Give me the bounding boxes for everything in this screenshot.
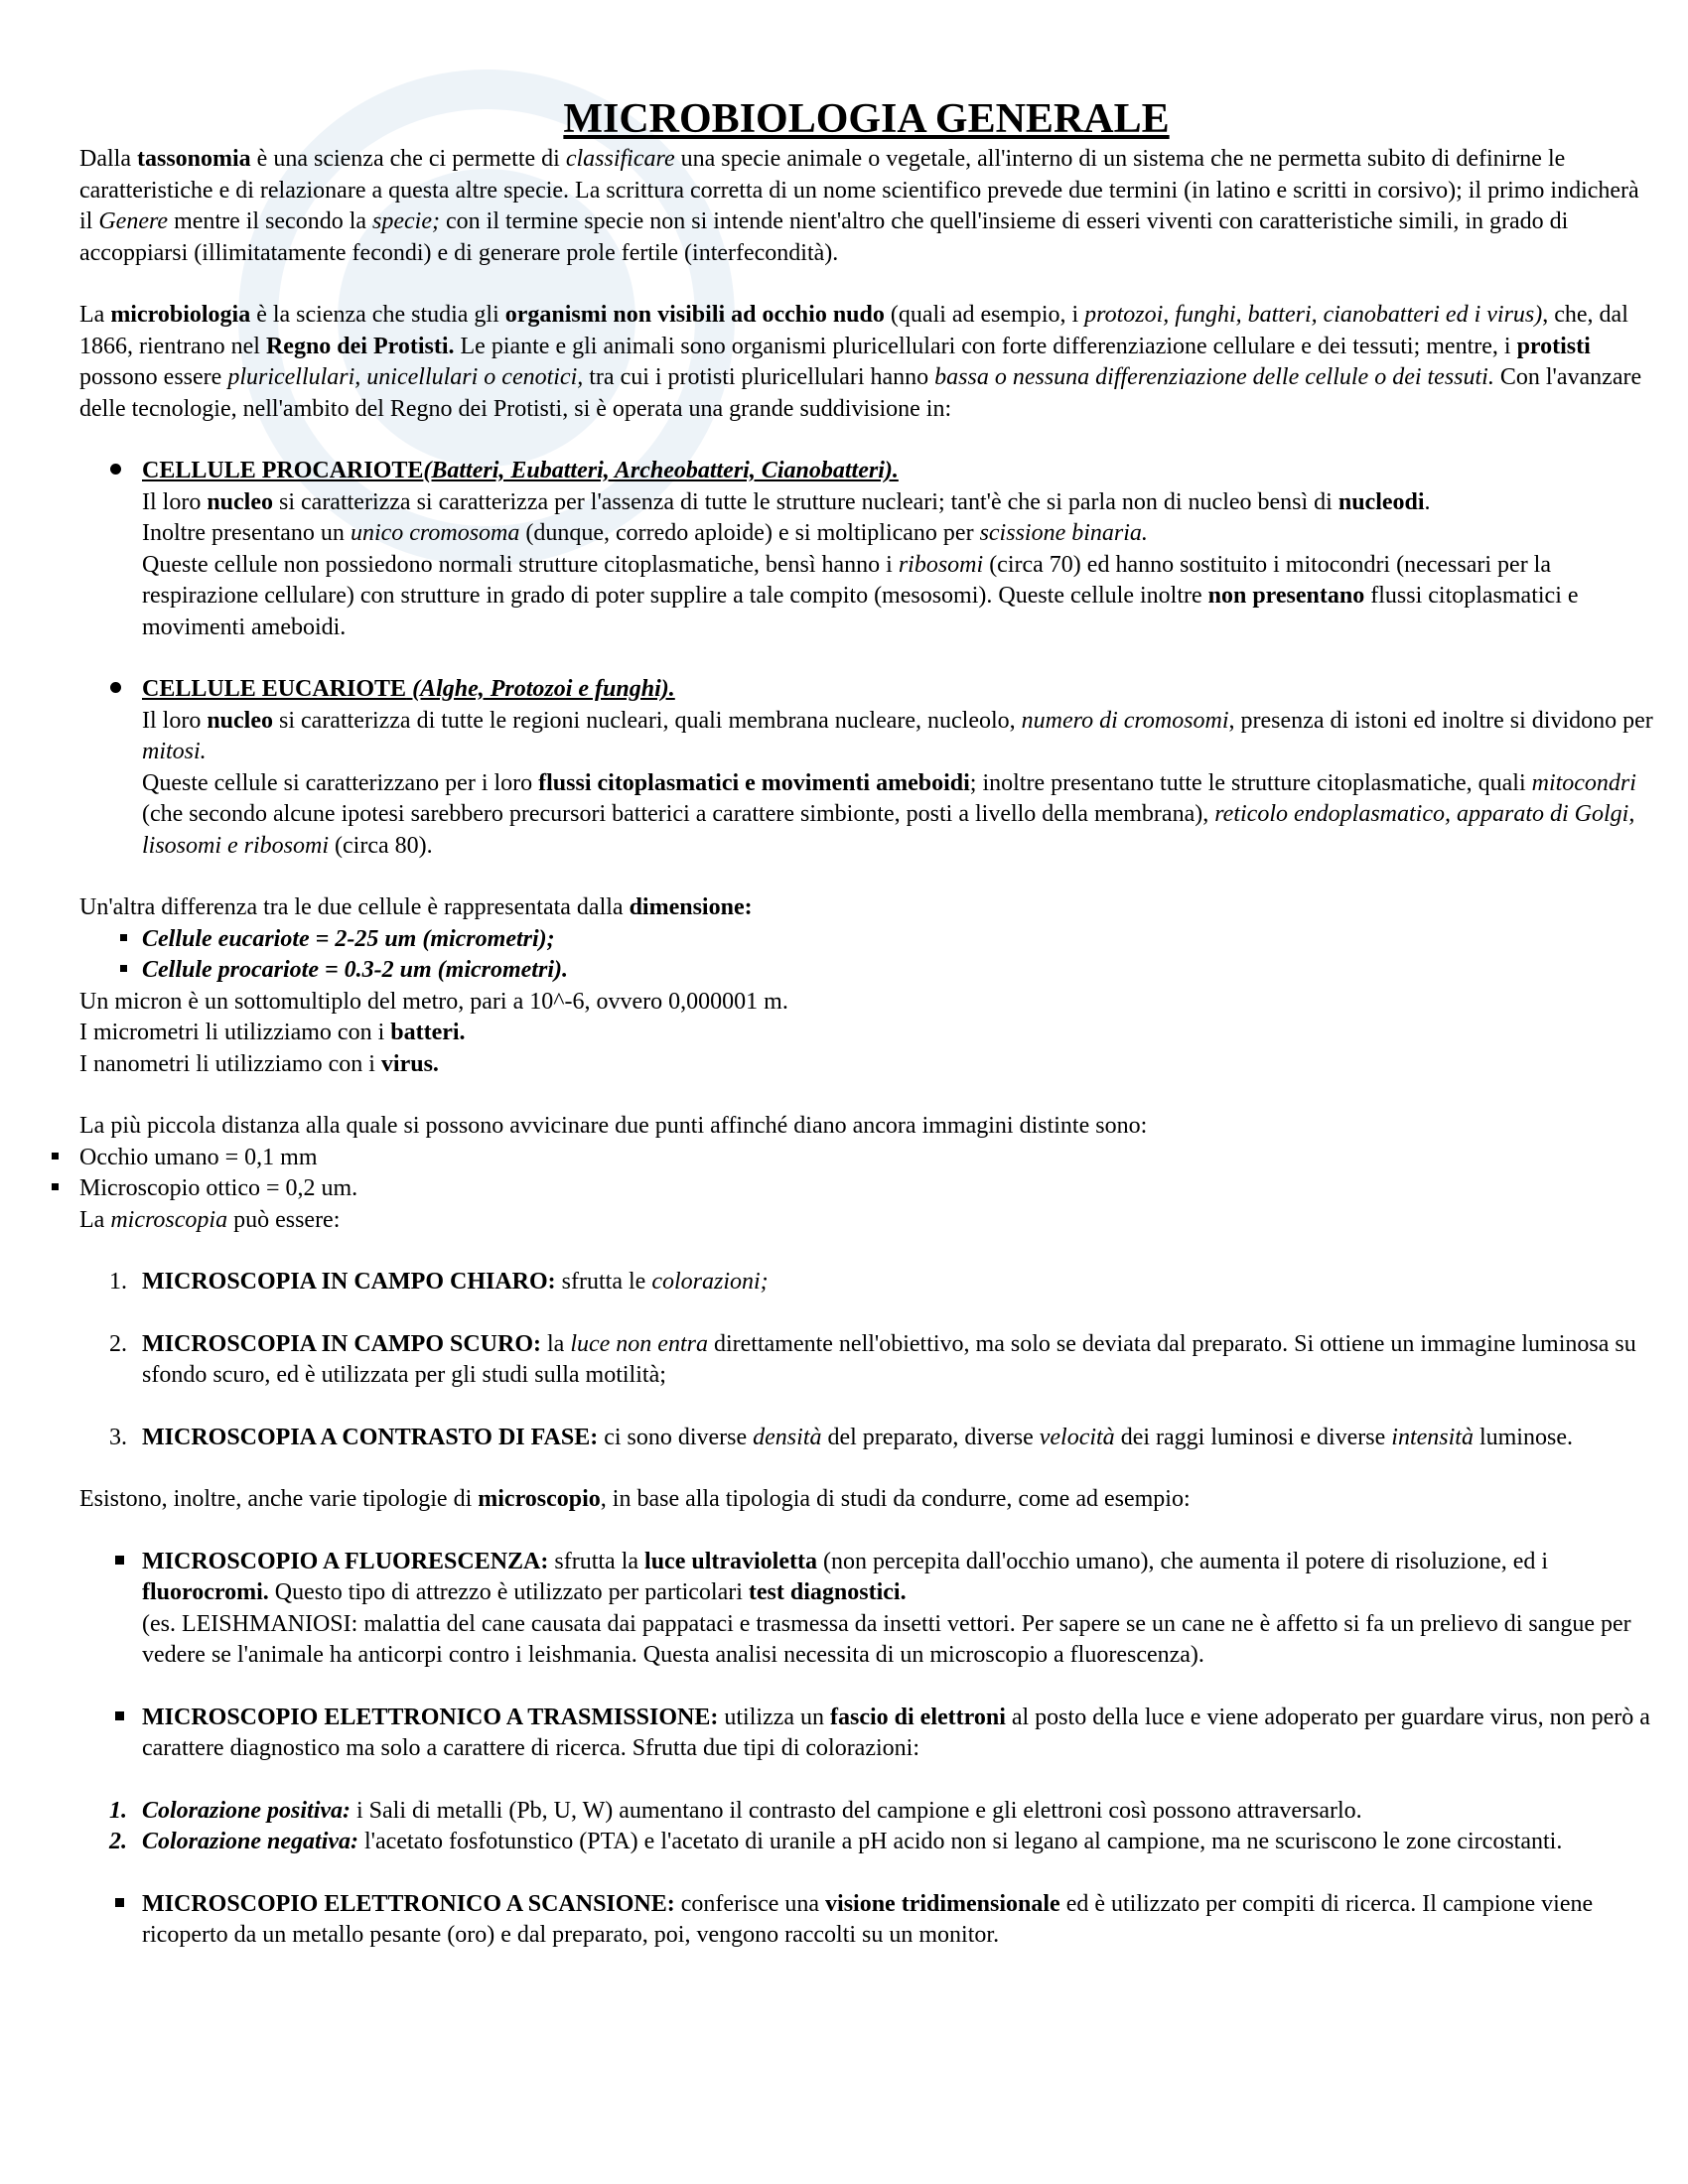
list-item-dimensione: Cellule eucariote = 2-25 um (micrometri); [79,924,1653,956]
square-bullet-icon [79,955,127,987]
paragraph-dimensione: Un'altra differenza tra le due cellule è rappresentata dalla dimensione: [79,894,753,920]
list-item-scansione: MICROSCOPIO ELETTRONICO A SCANSIONE: conferisce una visione tridimensionale ed è utilizzato per compiti di ricerca. Il campione viene ricoperto da un metallo pesante (oro) e dal preparato, poi, vengono raccolti su un monitor. [79,1889,1653,1952]
list-item-fluorescenza: MICROSCOPIO A FLUORESCENZA: sfrutta la luce ultravioletta (non percepita dall'occhio umano), che aumenta il potere di risoluzione, ed i fluorocromi. Questo tipo di attrezzo è utilizzato per particolari test diagnostici. (es. LEISHMANIOSI: malattia del cane causata dai pappataci e trasmessa da insetti vettori. Per sapere se un cane ne è affetto si fa un prelievo di sangue per vedere se l'animale ha anticorpi contro i leishmania. Questa analisi necessita di un microscopio a fluorescenza). [79,1547,1653,1672]
document-page [79,94,1653,1952]
list-item-colorazione: 2. Colorazione negativa: l'acetato fosfotunstico (PTA) e l'acetato di uranile a pH acido non si legano al campione, ma ne scuriscono le zone circostanti. [109,1829,1563,1854]
bullet-icon [79,456,127,487]
list-item-colorazione: 1. Colorazione positiva: i Sali di metalli (Pb, U, W) aumentano il contrasto del campione e gli elettroni così possono attraversarlo. [109,1797,1362,1824]
list-item-trasmissione: MICROSCOPIO ELETTRONICO A TRASMISSIONE: utilizza un fascio di elettroni al posto della luce e viene adoperato per guardare virus, non però a carattere diagnostico ma solo a carattere di ricerca. Sfrutta due tipi di colorazioni: [79,1703,1653,1765]
paragraph-distanza: La più piccola distanza alla quale si possono avvicinare due punti affinché diano ancora immagini distinte sono: [79,1113,1148,1139]
square-bullet-icon [79,1547,127,1578]
square-bullet-icon [52,1143,59,1174]
list-item-microscopia: 1. MICROSCOPIA IN CAMPO CHIARO: sfrutta le colorazioni; [109,1269,769,1295]
text-line: La microscopia può essere: [79,1206,341,1233]
paragraph-microbiologia: La microbiologia è la scienza che studia gli organismi non visibili ad occhio nudo (quali ad esempio, i protozoi, funghi, batteri, cianobatteri ed i virus), che, dal 1866, rientrano nel Regno dei Protisti. Le piante e gli animali sono organismi pluricellulari con forte differenziazione cellulare e dei tessuti; mentre, i protisti possono essere pluricellulari, unicellulari o cenotici, tra cui i protisti pluricellulari hanno bassa o nessuna differenziazione delle cellule o dei tessuti. Con l'avanzare delle tecnologie, nell'ambito del Regno dei Protisti, si è operata una grande suddivisione in: [79,302,1642,422]
square-bullet-icon [79,1889,127,1921]
square-bullet-icon [79,1703,127,1734]
text-line: I micrometri li utilizziamo con i batteri. [79,1020,466,1045]
bullet-icon [79,674,127,706]
square-bullet-icon [52,1173,59,1205]
list-item-dimensione: Cellule procariote = 0.3-2 um (micrometri). [79,955,1653,987]
list-item-microscopia: 3. MICROSCOPIA A CONTRASTO DI FASE: ci sono diverse densità del preparato, diverse velocità dei raggi luminosi e diverse intensità luminose. [109,1424,1573,1450]
text-line: I nanometri li utilizziamo con i virus. [79,1050,439,1077]
list-item-microscopia: 2. MICROSCOPIA IN CAMPO SCURO: la luce non entra direttamente nell'obiettivo, ma solo se deviata dal preparato. Si ottiene un immagine luminosa su sfondo scuro, ed è utilizzata per gli studi sulla motilità; [109,1330,1636,1388]
text-line: Un micron è un sottomultiplo del metro, pari a 10^-6, ovvero 0,000001 m. [79,988,788,1015]
list-item-distanza: Occhio umano = 0,1 mm [79,1143,1653,1174]
list-item-eucarioti: CELLULE EUCARIOTE (Alghe, Protozoi e funghi). Il loro nucleo si caratterizza di tutte le regioni nucleari, quali membrana nucleare, nucleolo, numero di cromosomi, presenza di istoni ed inoltre si dividono per mitosi. Queste cellule si caratterizzano per i loro flussi citoplasmatici e movimenti ameboidi; inoltre presentano tutte le strutture citoplasmatiche, quali mitocondri (che secondo alcune ipotesi sarebbero precursori batterici a carattere simbionte, posti a livello della membrana), reticolo endoplasmatico, apparato di Golgi, lisosomi e ribosomi (circa 80). [79,674,1653,862]
list-item-procarioti: CELLULE PROCARIOTE(Batteri, Eubatteri, Archeobatteri, Cianobatteri). Il loro nucleo si caratterizza si caratterizza per l'assenza di tutte le strutture nucleari; tant'è che si parla non di nucleo bensì di nucleodi. Inoltre presentano un unico cromosoma (dunque, corredo aploide) e si moltiplicano per scissione binaria. Queste cellule non possiedono normali strutture citoplasmatiche, bensì hanno i ribosomi (circa 70) ed hanno sostituito i mitocondri (necessari per la respirazione cellulare) con strutture in grado di poter supplire a tale compito (mesosomi). Queste cellule inoltre non presentano flussi citoplasmatici e movimenti ameboidi. [79,456,1653,643]
square-bullet-icon [79,924,127,956]
list-item-distanza: Microscopio ottico = 0,2 um. [79,1173,1653,1205]
page-title: MICROBIOLOGIA GENERALE [563,96,1170,142]
paragraph-tassonomia: Dalla tassonomia è una scienza che ci permette di classificare una specie animale o vegetale, all'interno di un sistema che ne permetta subito di definirne le caratteristiche e di relazionare a questa altre specie. La scrittura corretta di un nome scientifico prevede due termini (in latino e scritti in corsivo); il primo indicherà il Genere mentre il secondo la specie; con il termine specie non si intende nient'altro che quell'insieme di esseri viventi con caratteristiche simili, in grado di accoppiarsi (illimitatamente fecondi) e di generare prole fertile (interfecondità). [79,146,1639,266]
paragraph-tipologie: Esistono, inoltre, anche varie tipologie di microscopio, in base alla tipologia di studi da condurre, come ad esempio: [79,1486,1191,1512]
